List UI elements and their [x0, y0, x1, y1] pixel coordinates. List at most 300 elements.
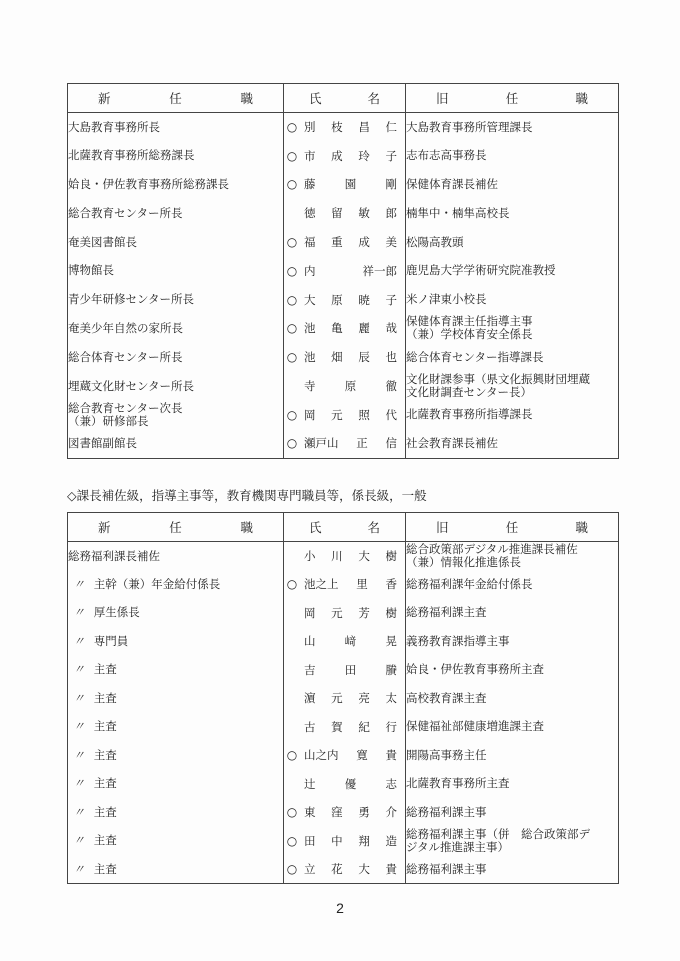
new-appointee-mark: ○	[286, 177, 298, 192]
new-post: 主査	[93, 861, 117, 876]
name-parts	[300, 378, 405, 394]
name-part: 造	[385, 833, 397, 848]
name-part: 留	[331, 206, 343, 221]
name-part: 勇	[358, 805, 370, 820]
name-part: 里	[356, 577, 368, 592]
table-row	[68, 228, 619, 257]
name	[284, 548, 405, 564]
header-old-post	[406, 513, 619, 542]
name-cell	[284, 429, 406, 458]
new-post-cell	[68, 113, 284, 142]
name	[284, 576, 405, 592]
old-post-line: 大島教育事務所管理課長	[406, 119, 533, 134]
old-post-cell	[406, 343, 619, 372]
new-appointee-mark: ○	[286, 577, 298, 592]
new-post: 埋蔵文化財センター所長	[68, 378, 195, 393]
old-post-line: 総合政策部デジタル推進課長補佐	[406, 542, 578, 556]
name-parts	[300, 576, 405, 592]
table-row	[68, 798, 619, 827]
name-part: 介	[385, 805, 397, 820]
name-part: 代	[385, 407, 397, 422]
name-part: 正	[356, 436, 368, 451]
name-part: 濵	[304, 691, 316, 706]
new-post-cell	[68, 429, 284, 458]
new-post-cell	[68, 285, 284, 314]
name-part: 成	[331, 148, 343, 163]
new-post-cell	[68, 314, 284, 343]
header-char: 名	[367, 91, 380, 106]
old-post-cell	[406, 741, 619, 770]
name-parts	[300, 148, 405, 164]
new-post: 総務福利課長補佐	[68, 548, 160, 563]
new-post: 博物館長	[68, 263, 114, 278]
name-part: 照	[358, 407, 370, 422]
name-part: 田	[344, 662, 357, 677]
name	[284, 633, 405, 649]
name-part: 畑	[331, 350, 343, 365]
name-parts	[300, 234, 405, 250]
page-number: 2	[336, 900, 344, 916]
table-row	[68, 400, 619, 429]
new-appointee-mark: ○	[286, 350, 298, 365]
name-parts	[300, 548, 405, 564]
name-part: 瀬戸山	[304, 436, 339, 451]
new-appointee-mark: ○	[286, 148, 298, 163]
new-post-cell	[68, 199, 284, 228]
name-part: 池之上	[304, 577, 339, 592]
name-part: 枝	[331, 120, 343, 135]
old-post-line: 総務福利課主事	[406, 804, 487, 819]
name	[284, 292, 405, 308]
table-row	[68, 656, 619, 685]
new-appointee-mark: ○	[286, 407, 298, 422]
name-part: 原	[344, 379, 357, 394]
name-cell	[284, 199, 406, 228]
old-post-cell	[406, 627, 619, 656]
name-parts	[300, 119, 405, 135]
new-post: 主査	[93, 833, 117, 848]
old-post-line: 文化財調査センター長）	[406, 385, 533, 400]
name-part: 川	[331, 549, 343, 563]
old-post-cell	[406, 855, 619, 884]
header-char: 旧	[436, 520, 449, 535]
new-post: 総合体育センター所長	[68, 349, 183, 364]
new-post-cell	[68, 141, 284, 170]
name-part: 中	[331, 833, 343, 848]
new-post: 北薩教育事務所総務課長	[68, 148, 195, 163]
old-post-line: 鹿児島大学学術研究院准教授	[406, 263, 556, 278]
new-post: 奄美図書館長	[68, 234, 137, 249]
name-part: 亀	[331, 321, 343, 336]
ditto-mark: 〃	[73, 804, 85, 819]
name-cell	[284, 855, 406, 884]
section-heading: ◇課長補佐級，指導主事等，教育機関専門職員等，係長級，一般	[67, 488, 427, 503]
old-post-cell	[406, 656, 619, 685]
table-row	[68, 256, 619, 285]
name-part: 寛	[356, 748, 368, 763]
header-char: 任	[169, 91, 182, 106]
name-part: 辰	[358, 350, 370, 365]
name	[284, 407, 405, 423]
name-part: 大	[358, 549, 370, 563]
name-parts	[300, 833, 405, 849]
name-part: 福	[304, 235, 316, 250]
old-post-cell	[406, 314, 619, 343]
header-char: 職	[240, 520, 253, 535]
ditto-mark: 〃	[73, 576, 85, 591]
new-appointee-mark: ○	[286, 862, 298, 876]
header-char: 氏	[309, 520, 322, 535]
table-row	[68, 627, 619, 656]
name-parts	[300, 861, 405, 877]
name-part: 園	[344, 177, 357, 192]
name-part: 暁	[358, 292, 370, 307]
new-post: 主査	[93, 719, 117, 734]
name-part: 元	[331, 691, 343, 706]
old-post-line: 文化財課参事（県文化振興財団埋蔵	[406, 372, 590, 387]
name-cell	[284, 343, 406, 372]
new-post-cell	[68, 770, 284, 799]
old-post-line: 総務福利課年金給付係長	[406, 576, 533, 591]
name-part: 賸	[385, 662, 397, 677]
name-cell	[284, 400, 406, 429]
name-parts	[300, 176, 405, 192]
name-parts	[300, 320, 405, 336]
ditto-mark: 〃	[73, 690, 85, 705]
old-post-cell	[406, 228, 619, 257]
old-post-line: 義務教育課指導主事	[406, 633, 510, 648]
name-parts	[300, 747, 405, 763]
name-cell	[284, 656, 406, 685]
old-post-line: 北薩教育事務所主査	[406, 776, 510, 791]
header-char: 旧	[436, 91, 449, 106]
old-post-cell	[406, 170, 619, 199]
table-header-row	[68, 513, 619, 542]
name-part: 昌	[358, 120, 370, 135]
old-post-line: 開陽高事務主任	[406, 747, 487, 762]
name-part: 貴	[385, 748, 397, 763]
new-post: 主査	[93, 662, 117, 677]
new-post-cell	[68, 343, 284, 372]
new-post-cell	[68, 713, 284, 742]
table-row	[68, 343, 619, 372]
name-part: 子	[385, 292, 397, 307]
old-post-cell	[406, 713, 619, 742]
ditto-mark: 〃	[73, 776, 85, 791]
name-part: 藤	[304, 177, 316, 192]
name-cell	[284, 256, 406, 285]
old-post-line: 総合体育センター指導課長	[406, 349, 544, 364]
new-post: 主幹（兼）年金給付係長	[93, 576, 221, 591]
name-part: 太	[385, 691, 397, 706]
name	[284, 435, 405, 451]
header-name	[284, 513, 406, 542]
name-part: 寺	[304, 379, 316, 394]
ditto-mark: 〃	[73, 605, 85, 620]
name-cell	[284, 827, 406, 856]
header-char: 名	[367, 520, 380, 535]
new-post: 主査	[93, 776, 117, 791]
name-part: 﨑	[344, 634, 357, 649]
new-post: 大島教育事務所長	[68, 119, 160, 134]
old-post-line: 総務福利課主事（併 総合政策部デ	[406, 826, 590, 841]
name-cell	[284, 228, 406, 257]
name-parts	[300, 263, 405, 279]
name-part: 貴	[385, 862, 397, 876]
name-part: 池	[304, 321, 316, 336]
name	[284, 776, 405, 792]
name-cell	[284, 285, 406, 314]
new-appointee-mark: ○	[286, 321, 298, 336]
table-row	[68, 827, 619, 856]
name-part: 別	[304, 120, 316, 135]
new-post-cell	[68, 798, 284, 827]
ditto-mark: 〃	[73, 833, 85, 848]
old-post-cell	[406, 429, 619, 458]
new-post-cell	[68, 170, 284, 199]
new-post-cell	[68, 400, 284, 429]
ditto-mark: 〃	[73, 662, 85, 677]
header-char: 任	[505, 91, 519, 106]
name-cell	[284, 113, 406, 142]
new-appointee-mark: ○	[286, 748, 298, 763]
new-post: 青少年研修センター所長	[68, 292, 195, 307]
old-post-line: 保健体育課主任指導主事	[406, 314, 533, 329]
name-part: 山之内	[304, 748, 339, 763]
table-row	[68, 741, 619, 770]
name-cell	[284, 713, 406, 742]
header-char: 職	[240, 91, 253, 106]
new-post-cell	[68, 256, 284, 285]
old-post-line: 社会教育課長補佐	[406, 435, 498, 450]
old-post-cell	[406, 141, 619, 170]
new-post-cell	[68, 656, 284, 685]
name-part: 麗	[358, 321, 370, 336]
name-part: 田	[304, 833, 316, 848]
name-part: 花	[331, 862, 343, 876]
table-row	[68, 713, 619, 742]
name-part: 小	[304, 549, 316, 563]
old-post-cell	[406, 827, 619, 856]
old-post-cell	[406, 285, 619, 314]
name-part: 郎	[385, 206, 397, 221]
name-part: 亮	[358, 691, 370, 706]
ditto-mark: 〃	[73, 861, 85, 876]
name-cell	[284, 770, 406, 799]
name-part: 行	[385, 719, 397, 734]
name-parts	[300, 407, 405, 423]
name-cell	[284, 741, 406, 770]
new-post: 図書館副館長	[68, 435, 137, 450]
old-post-line: 北薩教育事務所指導課長	[406, 407, 533, 422]
new-post-cell	[68, 855, 284, 884]
name	[284, 719, 405, 735]
old-post-line: 志布志高事務長	[406, 148, 487, 163]
name-part: 翔	[358, 833, 370, 848]
old-post-line: 総務福利課主査	[406, 605, 487, 620]
name-part: 美	[385, 235, 397, 250]
old-post-line: 高校教育課主査	[406, 690, 487, 705]
table-row	[68, 285, 619, 314]
name-part: 東	[304, 805, 316, 820]
new-post-cell	[68, 542, 284, 571]
name-part: 紀	[358, 719, 370, 734]
new-appointee-mark: ○	[286, 436, 298, 451]
name-part: 立	[304, 862, 316, 876]
name-part: 賀	[331, 719, 343, 734]
name-part: 窪	[331, 805, 343, 820]
name-parts	[300, 776, 405, 792]
new-post: 専門員	[93, 633, 129, 648]
new-post-cell	[68, 599, 284, 628]
old-post-line: 松陽高教頭	[406, 234, 464, 249]
header-char: 氏	[309, 91, 322, 106]
old-post-line: 楠隼中・楠隼高校長	[406, 205, 510, 220]
name	[284, 176, 405, 192]
name	[284, 605, 405, 621]
table-row	[68, 113, 619, 142]
new-appointee-mark: ○	[286, 292, 298, 307]
ditto-mark: 〃	[73, 633, 85, 648]
name-cell	[284, 798, 406, 827]
ditto-mark: 〃	[73, 719, 85, 734]
name-cell	[284, 627, 406, 656]
header-char: 任	[505, 520, 519, 535]
name-parts	[300, 690, 405, 706]
new-post: 総合教育センター所長	[68, 205, 183, 220]
new-post-cell	[68, 570, 284, 599]
new-post: 主査	[93, 804, 117, 819]
old-post-line: 保健体育課長補佐	[406, 176, 498, 191]
name-part: 徳	[304, 206, 316, 221]
old-post-line: 総務福利課主事	[406, 861, 487, 876]
name-cell	[284, 170, 406, 199]
name-part: 池	[304, 350, 316, 365]
name	[284, 378, 405, 394]
name-part: 吉	[304, 662, 316, 677]
table-row	[68, 770, 619, 799]
table-header-row	[68, 84, 619, 113]
table-row	[68, 372, 619, 401]
ditto-mark: 〃	[73, 747, 85, 762]
name-part: 優	[344, 776, 357, 791]
name	[284, 119, 405, 135]
name-cell	[284, 542, 406, 571]
name	[284, 861, 405, 877]
old-post-line: 米ノ津東小校長	[406, 292, 487, 307]
table-row	[68, 570, 619, 599]
name	[284, 690, 405, 706]
name-parts	[300, 662, 405, 678]
name	[284, 833, 405, 849]
old-post-cell	[406, 798, 619, 827]
old-post-cell	[406, 770, 619, 799]
name	[284, 320, 405, 336]
name	[284, 349, 405, 365]
name-part: 岡	[304, 605, 316, 620]
name-part: 元	[331, 605, 343, 620]
name-part: 徹	[385, 379, 397, 394]
name-part: 内	[304, 263, 316, 278]
table-row	[68, 141, 619, 170]
name-part: 志	[385, 776, 397, 791]
table-row	[68, 542, 619, 571]
new-post-cell	[68, 827, 284, 856]
old-post-cell	[406, 400, 619, 429]
name-part: 成	[358, 235, 370, 250]
header-char: 新	[98, 91, 111, 106]
name-parts	[300, 292, 405, 308]
name	[284, 747, 405, 763]
name-parts	[300, 349, 405, 365]
name-part: 信	[385, 436, 397, 451]
table-row	[68, 855, 619, 884]
name	[284, 804, 405, 820]
name	[284, 148, 405, 164]
name-part: 香	[385, 577, 397, 592]
name	[284, 263, 405, 279]
senior-appointments-table	[67, 83, 619, 459]
name-cell	[284, 314, 406, 343]
new-appointee-mark: ○	[286, 120, 298, 135]
name-part: 玲	[358, 148, 370, 163]
name-part: 大	[304, 292, 316, 307]
name-cell	[284, 684, 406, 713]
name-parts	[300, 435, 405, 451]
header-new-post	[68, 513, 284, 542]
name-part: 子	[385, 148, 397, 163]
new-post-cell	[68, 627, 284, 656]
old-post-cell	[406, 113, 619, 142]
name-cell	[284, 141, 406, 170]
name-part: 大	[358, 862, 370, 876]
name-part: 哉	[385, 321, 397, 336]
name-part: 芳	[358, 605, 370, 620]
name	[284, 205, 405, 221]
new-post: 主査	[93, 747, 117, 762]
new-appointee-mark: ○	[286, 263, 298, 278]
name-part: 古	[304, 719, 316, 734]
new-post-cell	[68, 228, 284, 257]
name-part: 市	[304, 148, 316, 163]
name	[284, 234, 405, 250]
name-part: 敏	[358, 206, 370, 221]
name-cell	[284, 570, 406, 599]
new-post-cell	[68, 684, 284, 713]
old-post-line: ジタル推進課主事）	[406, 839, 510, 854]
table-row	[68, 429, 619, 458]
new-post-cell	[68, 741, 284, 770]
name-part: 辻	[304, 776, 316, 791]
old-post-line: （兼）学校体育安全係長	[406, 327, 533, 342]
header-new-post	[68, 84, 284, 113]
table-row	[68, 314, 619, 343]
new-appointee-mark: ○	[286, 235, 298, 250]
old-post-cell	[406, 684, 619, 713]
old-post-line: （兼）情報化推進係長	[406, 555, 521, 569]
new-post: 厚生係長	[93, 605, 140, 620]
new-appointee-mark: ○	[286, 833, 298, 848]
new-post: 主査	[93, 690, 117, 705]
new-post: 姶良・伊佐教育事務所総務課長	[68, 176, 229, 191]
new-post-line: （兼）研修部長	[68, 413, 149, 428]
name-parts	[300, 205, 405, 221]
header-char: 職	[575, 520, 588, 535]
old-post-cell	[406, 372, 619, 401]
table-row	[68, 599, 619, 628]
header-old-post	[406, 84, 619, 113]
name-part: 山	[304, 634, 316, 649]
